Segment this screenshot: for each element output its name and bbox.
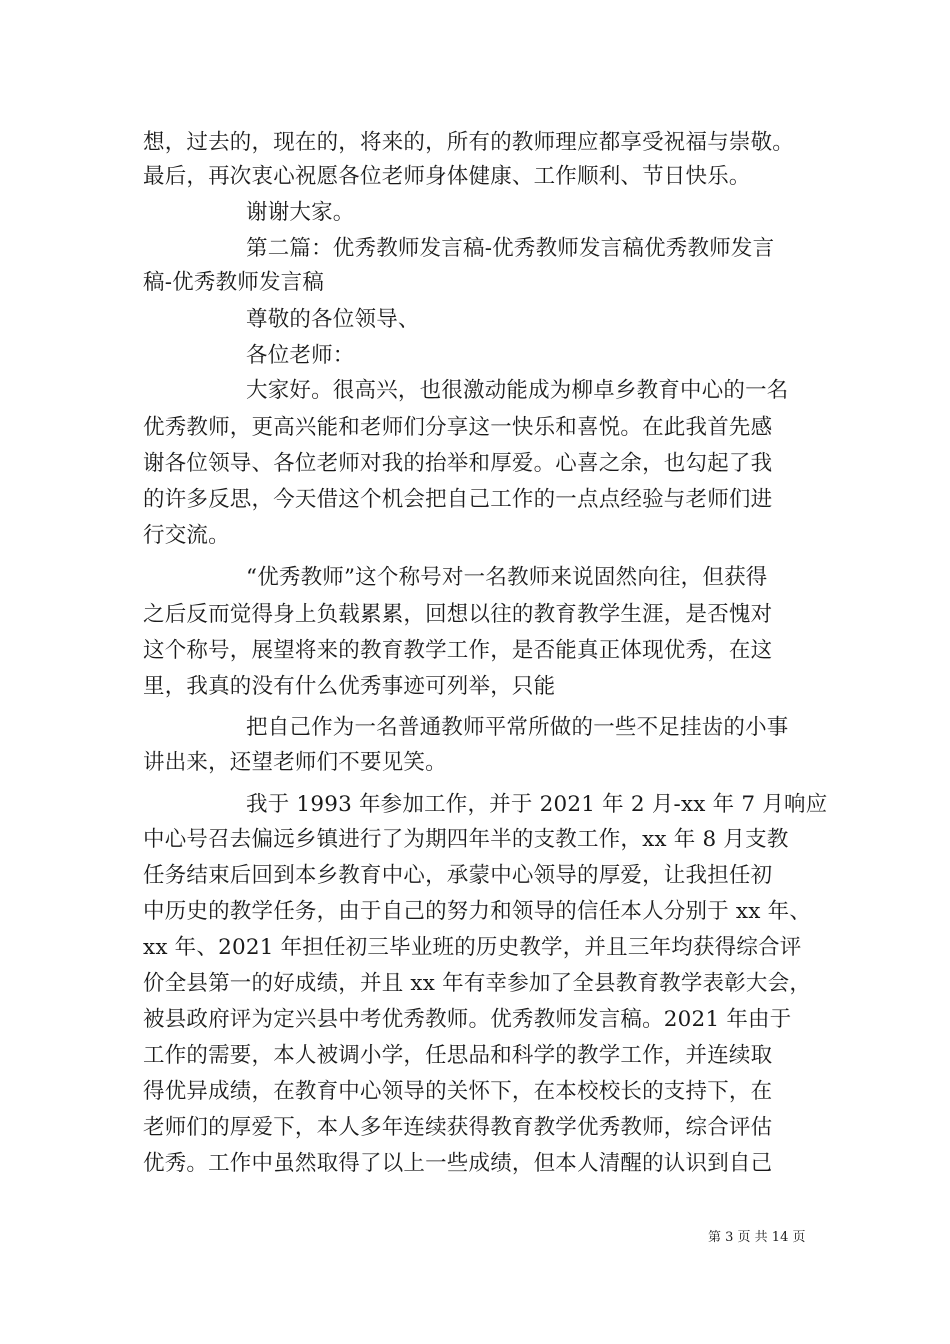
text-line: 我于 1993 年参加工作，并于 2021 年 2 月-xx 年 7 月响应 (246, 792, 828, 817)
text-line: 中历史的教学任务，由于自己的努力和领导的信任本人分别于 xx 年、 (143, 899, 812, 924)
text-line: 行交流。 (143, 523, 230, 548)
text-line: 工作的需要，本人被调小学，任思品和科学的教学工作，并连续取 (143, 1043, 773, 1068)
text-line: 大家好。很高兴，也很激动能成为柳卓乡教育中心的一名 (246, 378, 789, 403)
text-line: 谢各位领导、各位老师对我的抬举和厚爱。心喜之余，也勾起了我 (143, 451, 773, 476)
text-line: 讲出来，还望老师们不要见笑。 (143, 750, 447, 775)
text-line: 把自己作为一名普通教师平常所做的一些不足挂齿的小事 (246, 715, 789, 740)
text-line: 任务结束后回到本乡教育中心，承蒙中心领导的厚爱，让我担任初 (143, 863, 773, 888)
text-line: 想，过去的，现在的，将来的，所有的教师理应都享受祝福与崇敬。 (143, 130, 795, 155)
text-line: xx 年、2021 年担任初三毕业班的历史教学，并且三年均获得综合评 (143, 935, 802, 960)
section-heading: 第二篇：优秀教师发言稿-优秀教师发言稿优秀教师发言 (246, 236, 775, 261)
text-line: 价全县第一的好成绩，并且 xx 年有幸参加了全县教育教学表彰大会， (143, 971, 812, 996)
text-line: 之后反而觉得身上负载累累，回想以往的教育教学生涯，是否愧对 (143, 602, 773, 627)
section-heading: 稿-优秀教师发言稿 (143, 270, 325, 295)
text-line: 优秀教师，更高兴能和老师们分享这一快乐和喜悦。在此我首先感 (143, 415, 773, 440)
text-line: “优秀教师”这个称号对一名教师来说固然向往，但获得 (246, 565, 768, 590)
text-line: 最后，再次衷心祝愿各位老师身体健康、工作顺利、节日快乐。 (143, 164, 751, 189)
text-line: 谢谢大家。 (246, 200, 355, 225)
page-number: 第 3 页 共 14 页 (708, 1230, 806, 1245)
text-line: 老师们的厚爱下，本人多年连续获得教育教学优秀教师，综合评估 (143, 1115, 773, 1140)
text-line: 这个称号，展望将来的教育教学工作，是否能真正体现优秀，在这 (143, 638, 773, 663)
text-line: 中心号召去偏远乡镇进行了为期四年半的支教工作，xx 年 8 月支教 (143, 827, 789, 852)
text-line: 的许多反思，今天借这个机会把自己工作的一点点经验与老师们进 (143, 487, 773, 512)
text-line: 优秀。工作中虽然取得了以上一些成绩，但本人清醒的认识到自己 (143, 1151, 773, 1176)
salutation-line: 尊敬的各位领导、 (246, 307, 420, 332)
text-line: 得优异成绩，在教育中心领导的关怀下，在本校校长的支持下，在 (143, 1079, 773, 1104)
text-line: 里，我真的没有什么优秀事迹可列举，只能 (143, 674, 556, 699)
text-line: 被县政府评为定兴县中考优秀教师。优秀教师发言稿。2021 年由于 (143, 1007, 792, 1032)
salutation-line: 各位老师： (246, 343, 355, 368)
